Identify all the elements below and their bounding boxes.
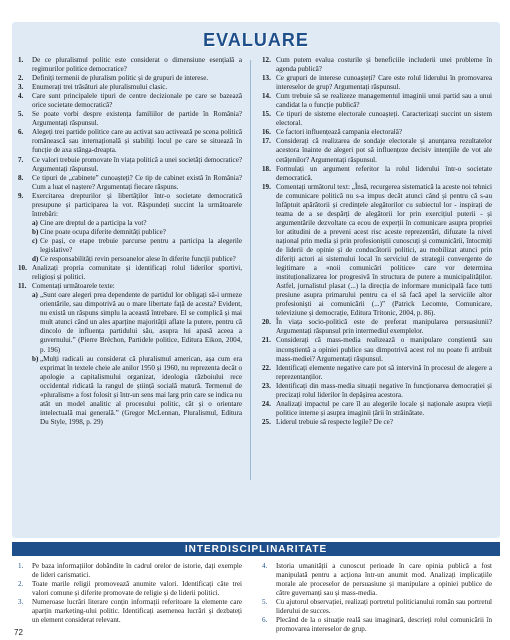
- evaluare-question: [18, 83, 242, 92]
- evaluare-question: [18, 92, 242, 110]
- question-number: 19.: [262, 182, 271, 191]
- evaluare-question: [18, 56, 242, 74]
- sub-question-label: c): [32, 236, 38, 245]
- evaluare-question: [262, 336, 492, 363]
- sub-question: [32, 255, 242, 264]
- interdisciplinaritate-title: INTERDISCIPLINARITATE: [184, 543, 328, 555]
- evaluare-question: [18, 174, 242, 192]
- sub-question-text: Cine poate ocupa diferite demnități publice?: [40, 227, 166, 236]
- page-number: 72: [14, 628, 23, 637]
- question-number: 3.: [18, 598, 24, 606]
- evaluare-question: [18, 282, 242, 291]
- question-text: Cu ajutorul observației, realizați portretul politicianului român sau portretul liderului de succes.: [276, 598, 492, 615]
- sub-question-label: a): [32, 218, 38, 227]
- question-number: 2.: [18, 580, 24, 588]
- interdisciplinaritate-question: [18, 562, 242, 580]
- question-text: Numeroase lucrări literare conțin informații referitoare la elemente care aparțin marketing-ului politic. Identificați asemenea lucrări și dezbateți un element considerat relevant.: [32, 598, 242, 624]
- question-number: 13.: [262, 74, 271, 83]
- evaluare-question: [262, 165, 492, 183]
- question-text: Identificați din mass-media situații negative în funcționarea democrației și precizați rolul liderilor în depășirea acestora.: [276, 381, 492, 399]
- question-text: Comentați următoarele texte:: [32, 282, 115, 291]
- sub-question-label: b): [32, 227, 39, 236]
- question-text: Comentați următorul text: „Însă, recurgerea sistematică la aceste noi tehnici de comunicare politică nu s-a impus decât atunci când și pentru că s-au înfăptuit apărătorii și credințele alegătorilor cu subiectul lor - inspirați de teama de a se despărți de alegătorii lor prin exercițiul puterii - și argumentările dezvoltate ca ecou de experții în comunicare asupra propriei lor atitudini de a preveni acest risc aceste reprezentări, difuzate la nivel național prin media și prin profesioniștii cunoscuți și comunicării, întocmiți de liderii de opinie și de conducătorii politici, au mobilizat atunci prin diferiți actori ai sistemului local în serviciul de strategii convergente de legitimare a «noii comunicări politice» care vor determina instituționalizarea lor progresivă în structura de putere a municipalităților. Astfel, jurnalistul plasat (...) la direcția de informare municipală face tutti presiune asupra primarului pentru ca el să facă apel la serviciile altor profesioniști ai comunicării (...)” (Patrick Lecomte, Comunicare, televiziune și democrație, Editura Tritonic, 2004, p. 86).: [276, 182, 492, 318]
- question-text: Analizați propria comunitate și identificați rolul liderilor sportivi, religioși și politici.: [32, 264, 242, 282]
- interdisciplinaritate-left-column: [18, 562, 242, 625]
- evaluare-question: [262, 382, 492, 400]
- sub-question-label: d): [32, 255, 39, 264]
- sub-question-text: „Mulți radicali au considerat că pluralismul american, așa cum era exprimat în textele cheie ale anilor 1950 și 1960, nu reprezenta decât o apologie a capitalismului organizat, ideologia războiului rece occidental ridicată la rangul de știință socială matură. Termenul de «pluralism» a fost folosit și într-un sens mai larg prin care se indica nu atât un model analitic al procesului politic, cât și o orientare intelectuală mai generală.” (Gregor McLennan, Pluralismul, Editura Du Style, 1998, p. 29): [40, 354, 242, 426]
- sub-question: [32, 291, 242, 354]
- question-number: 20.: [262, 318, 271, 327]
- evaluare-question: [262, 137, 492, 164]
- question-text: De ce pluralismul politic este considerat o dimensiune esențială a regimurilor politice democratice?: [32, 56, 242, 74]
- question-text: Exercitarea drepturilor și libertăților într-o societate democratică presupune și participarea la vot. Răspundeți succint la următoarele întrebări:: [32, 191, 242, 218]
- question-text: Cum trebuie să se realizeze managementul imaginii unui partid sau a unui candidat la o funcție publică?: [276, 92, 492, 110]
- evaluare-question: [18, 156, 242, 174]
- sub-question-text: Ce responsabilități revin persoanelor alese în diferite funcții publice?: [40, 255, 236, 264]
- evaluare-right-column: [262, 56, 492, 427]
- question-number: 4.: [262, 562, 268, 570]
- evaluare-question: [262, 128, 492, 137]
- question-number: 6.: [262, 616, 268, 624]
- evaluare-question: [262, 74, 492, 92]
- question-text: Liderul trebuie să respecte legile? De ce?: [276, 417, 393, 426]
- question-number: 25.: [262, 417, 271, 426]
- sub-question: [32, 237, 242, 255]
- sub-question-text: „Sunt oare alegeri prea dependente de partidul lor obligați să-i urmeze orientările, sau dimpotrivă au o mare libertate față de acesta? Evident, nu există un răspuns simplu la această întrebare. El se complică și mai mult atunci când un ales aparține majorității aflate la putere, pentru că dincolo de influența partidului său, asupra lui apasă aceea a guvernului.” (Pierre Bréchon, Partidele politice, Editura Eikon, 2004, p. 196): [40, 291, 242, 354]
- question-text: Considerați că mass-media realizează o manipulare conștientă sau inconștientă a opiniei publice sau dimpotrivă acest rol nu poate fi atribuit mass-mediei? Argumentați răspunsul.: [276, 336, 492, 363]
- sub-question-text: Ce pași, ce etape trebuie parcurse pentru a participa la alegerile legislative?: [40, 236, 242, 254]
- evaluare-question: [262, 400, 492, 418]
- evaluare-left-column: [18, 56, 242, 427]
- question-number: 12.: [262, 56, 271, 64]
- question-text: Identificați elemente negative care pot să intervină în procesul de alegere a reprezentanților.: [276, 363, 492, 381]
- interdisciplinaritate-question: [262, 598, 492, 616]
- sub-question-label: b): [32, 354, 39, 363]
- question-text: Plecând de la o situație reală sau imaginară, descrieți rolul comunicării în promovarea intereselor de grup.: [276, 616, 492, 633]
- evaluare-question: [18, 74, 242, 83]
- question-number: 7.: [18, 155, 24, 164]
- evaluare-question: [18, 192, 242, 219]
- question-text: Toate marile religii promovează anumite valori. Identificați câte trei valori comune și diferite promovate de religie și de liderii politici.: [32, 580, 242, 597]
- question-text: Considerați că realizarea de sondaje electorale și anunțarea rezultatelor acestora înainte de alegeri pot să influențeze decisiv intențiile de vot ale cetățenilor? Argumentați răspunsul.: [276, 137, 492, 164]
- sub-question-text: Cine are dreptul de a participa la vot?: [40, 218, 147, 227]
- column-divider: [250, 60, 251, 480]
- question-number: 16.: [262, 128, 271, 137]
- evaluare-question: [18, 128, 242, 155]
- question-text: Ce grupuri de interese cunoașteți? Care este rolul liderului în promovarea intereselor de grup? Argumentați răspunsul.: [276, 74, 492, 92]
- interdisciplinaritate-question: [18, 580, 242, 598]
- evaluare-question: [262, 56, 492, 74]
- evaluare-question: [262, 183, 492, 319]
- question-text: Care sunt principalele tipuri de centre decizionale pe care se bazează orice societate democratică?: [32, 92, 242, 110]
- question-number: 5.: [18, 110, 24, 119]
- question-text: Ce valori trebuie promovate în viața politică a unei societăți democratice? Argumentați răspunsul.: [32, 155, 242, 173]
- interdisciplinaritate-question: [18, 598, 242, 625]
- question-text: Analizați impactul pe care îl au alegerile locale și naționale asupra vieții politice interne și asupra imaginii țării în străinătate.: [276, 399, 492, 417]
- question-number: 21.: [262, 336, 271, 345]
- question-text: Cum putem evalua costurile și beneficiile includerii unei probleme în agenda publică?: [276, 56, 492, 74]
- question-number: 23.: [262, 381, 271, 390]
- question-text: Ce tipuri de „cabinete” cunoașteți? Ce tip de cabinet există în România? Cum a luat el naștere? Argumentați fiecare răspuns.: [32, 173, 242, 191]
- evaluare-question: [18, 264, 242, 282]
- question-number: 8.: [18, 173, 24, 182]
- question-number: 24.: [262, 399, 271, 408]
- interdisciplinaritate-question: [262, 562, 492, 598]
- question-text: Formulați un argument referitor la rolul liderului într-o societate democratică.: [276, 164, 492, 182]
- evaluare-question: [262, 92, 492, 110]
- question-text: În viața socio-politică este de preferat manipularea persuasiunii? Argumentați răspunsul prin intermediul exemplelor.: [276, 318, 492, 336]
- question-number: 5.: [262, 598, 268, 606]
- question-text: Istoria umanității a cunoscut perioade în care opinia publică a fost manipulată pentru a acționa într-un anumit mod. Analizați implicațiile morale ale proceselor de persuasiune și manipulare a opiniei publice de către guvernanți sau și mass-media.: [276, 562, 492, 597]
- question-number: 22.: [262, 363, 271, 372]
- sub-question: [32, 219, 242, 228]
- interdisciplinaritate-question: [262, 616, 492, 634]
- question-number: 9.: [18, 191, 24, 200]
- question-text: Enumerați trei trăsături ale pluralismului clasic.: [32, 83, 168, 92]
- question-text: Definiți termenii de pluralism politic și de grupuri de interese.: [32, 74, 209, 83]
- sub-question: [32, 228, 242, 237]
- question-text: Ce factori influențează campania electorală?: [276, 128, 403, 137]
- question-number: 1.: [18, 562, 24, 570]
- evaluare-question: [18, 110, 242, 128]
- question-number: 4.: [18, 92, 24, 101]
- question-number: 17.: [262, 137, 271, 146]
- section-title: EVALUARE: [203, 30, 309, 50]
- evaluare-question: [262, 318, 492, 336]
- evaluare-question: [262, 418, 492, 427]
- sub-question-label: a): [32, 291, 38, 300]
- question-number: 10.: [18, 264, 27, 273]
- question-number: 3.: [18, 83, 24, 92]
- question-number: 18.: [262, 164, 271, 173]
- question-number: 1.: [18, 56, 24, 64]
- question-number: 6.: [18, 128, 24, 137]
- interdisciplinaritate-right-column: [262, 562, 492, 634]
- evaluare-question: [262, 364, 492, 382]
- evaluare-question: [262, 110, 492, 128]
- question-number: 14.: [262, 92, 271, 101]
- question-text: Pe baza informațiilor dobândite în cadrul orelor de istorie, dați exemple de lideri carismatici.: [32, 562, 242, 579]
- question-number: 11.: [18, 282, 27, 291]
- question-number: 15.: [262, 110, 271, 119]
- question-text: Alegeți trei partide politice care au activat sau activează pe scena politică românească sau internațională și stabiliți locul pe care se situează în funcție de axa stânga-dreapta.: [32, 128, 242, 155]
- interdisciplinaritate-header: [12, 542, 500, 556]
- question-number: 2.: [18, 74, 24, 83]
- sub-question: [32, 355, 242, 427]
- question-text: Ce tipuri de sisteme electorale cunoașteți. Caracterizați succint un sistem electoral.: [276, 110, 492, 128]
- question-text: Se poate vorbi despre existența familiilor de partide în România? Argumentați răspunsul.: [32, 110, 242, 128]
